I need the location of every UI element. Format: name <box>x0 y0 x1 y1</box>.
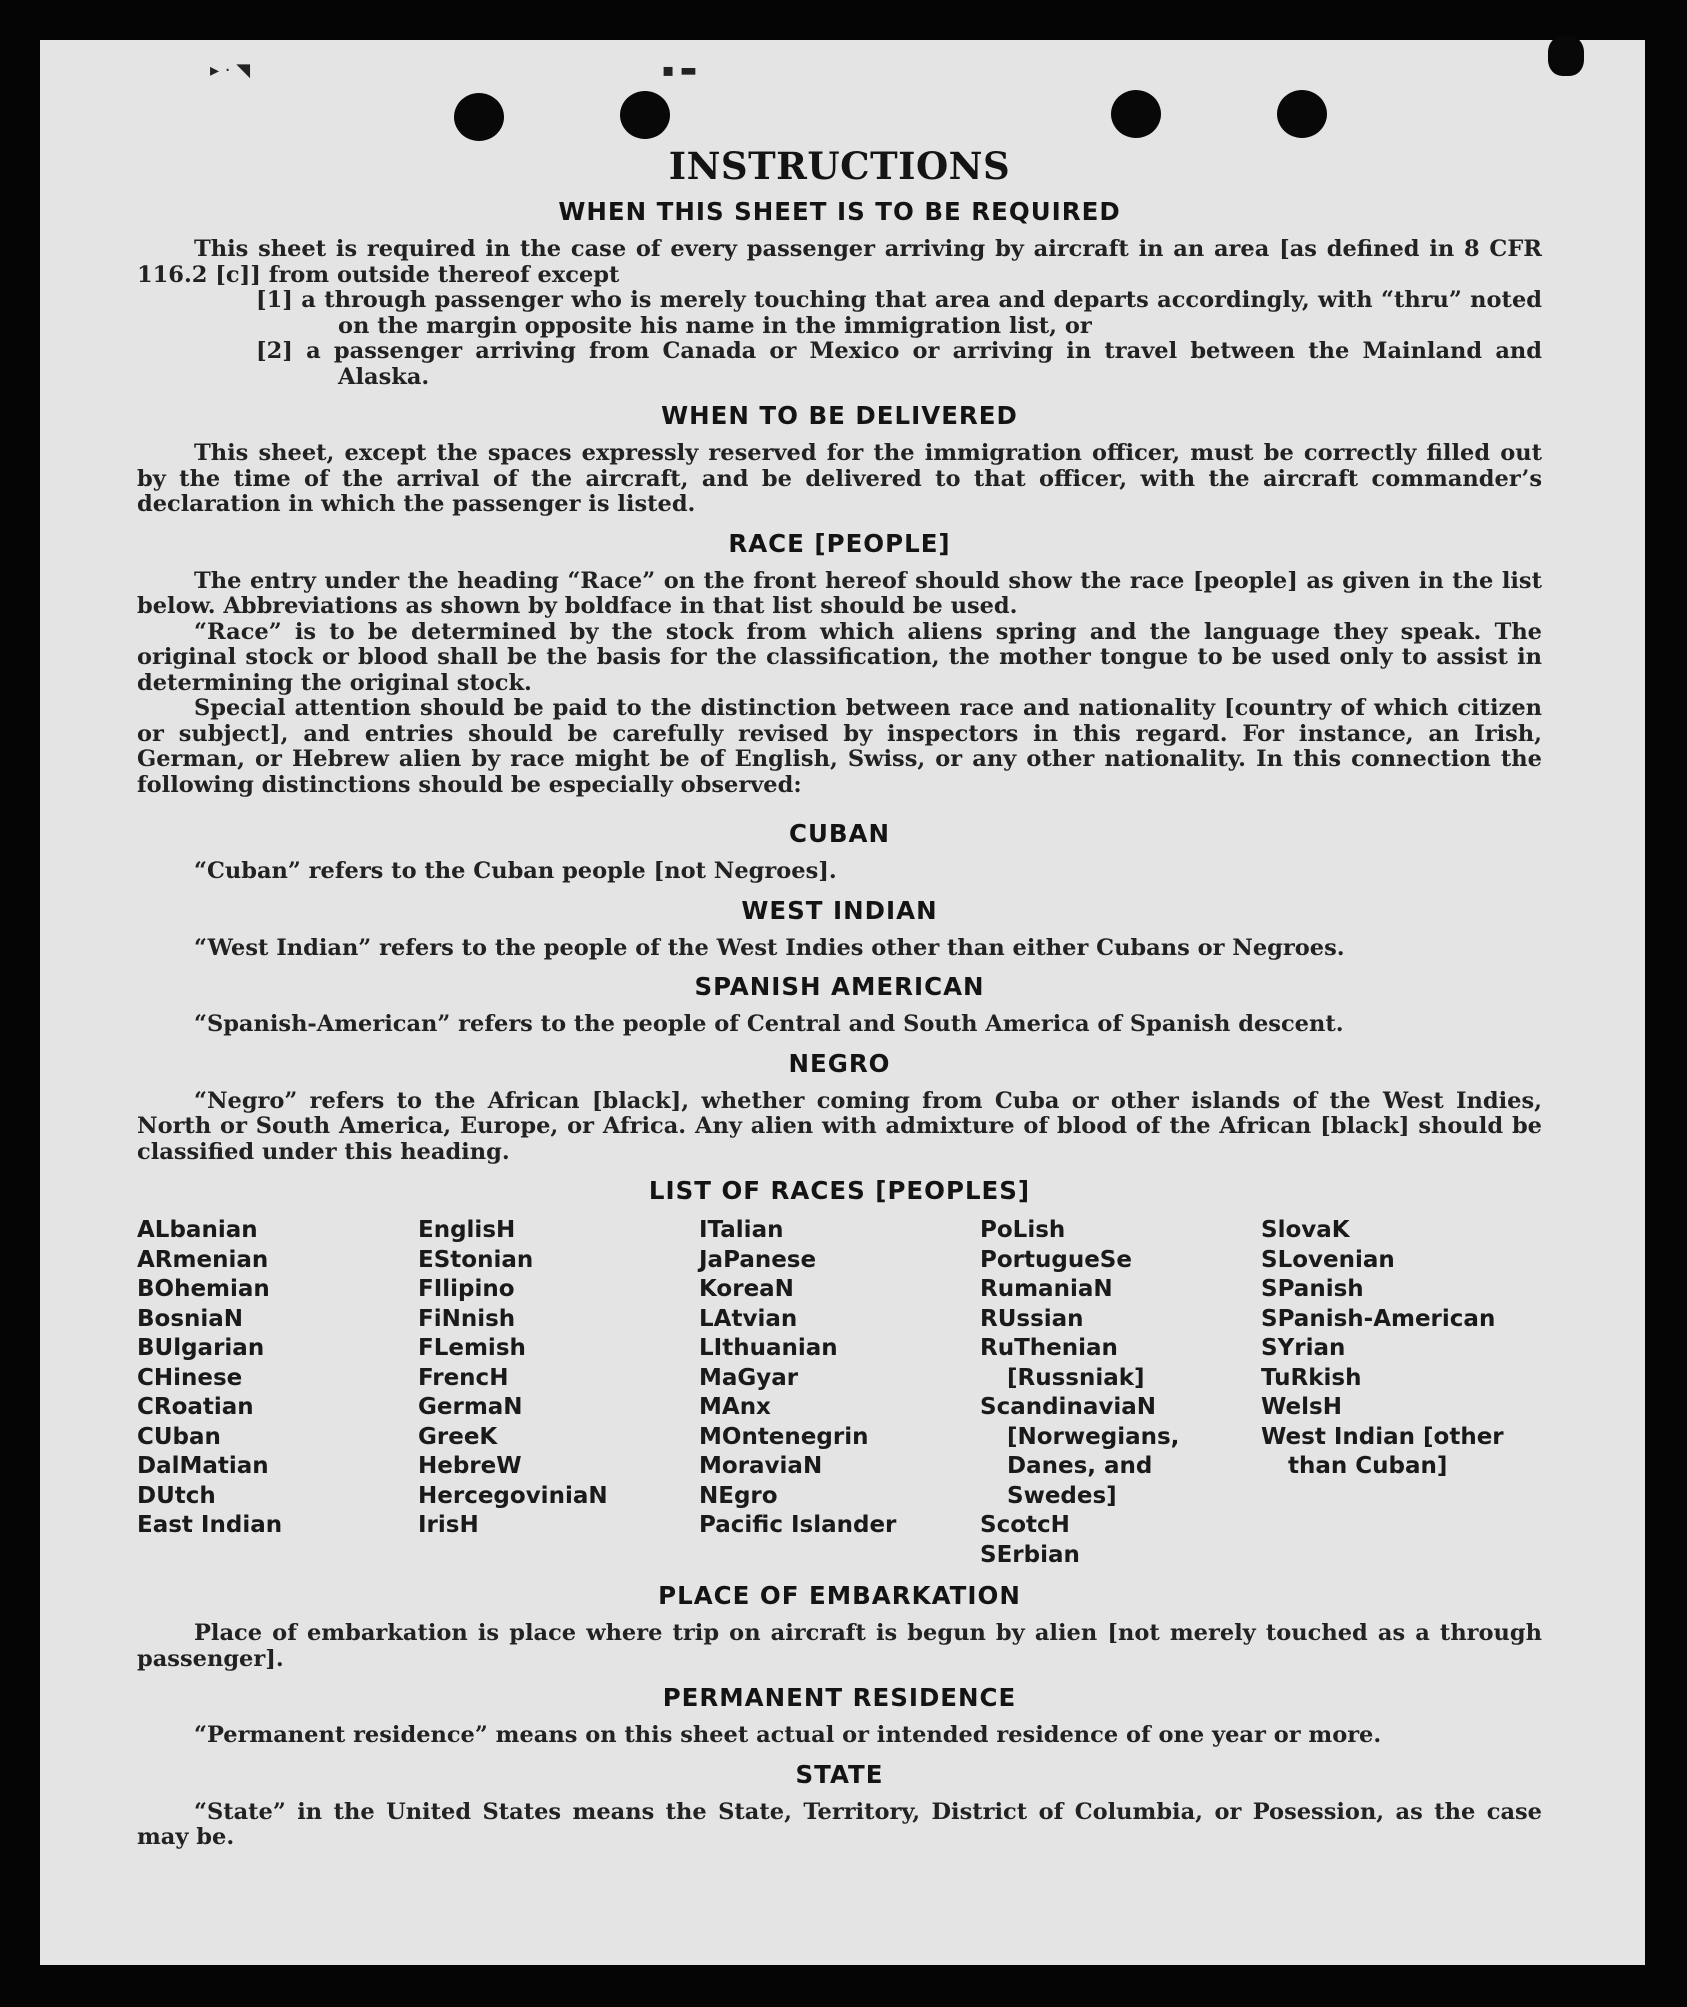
punch-hole <box>1277 90 1327 138</box>
race-entry: DalMatian <box>137 1453 269 1479</box>
race-paragraph-2: “Race” is to be determined by the stock from which aliens spring and the language they speak. The original stock or blood shall be the basis for the classification, the mother tongue to be used only to assist in determining the original stock. <box>137 618 1542 696</box>
race-entry: LAtvian <box>699 1305 798 1332</box>
race-entry: JaPanese <box>699 1246 817 1273</box>
punch-hole <box>620 91 670 139</box>
exception-item-2: [2] a passenger arriving from Canada or Mexico or arriving in travel between the Mainland and Alaska. <box>256 338 1542 390</box>
when-required-intro: This sheet is required in the case of every passenger arriving by aircraft in an area [as defined in 8 CFR 116.2 [c]] from outside thereof except <box>137 236 1542 288</box>
race-entry: IrisH <box>418 1512 479 1538</box>
negro-text: “Negro” refers to the African [black], whether coming from Cuba or other islands of the West Indies, North or South America, Europe, or Africa. Any alien with admixture of blood of the African [black] should be classified under this heading. <box>137 1087 1542 1165</box>
race-entry: BUlgarian <box>137 1335 265 1361</box>
punch-hole <box>1111 90 1161 138</box>
spanish-american-text: “Spanish-American” refers to the people of Central and South America of Spanish descent. <box>194 1011 1344 1037</box>
heading-west-indian: WEST INDIAN <box>741 895 938 925</box>
race-entry: West Indian [other than Cuban] <box>1261 1423 1504 1479</box>
race-entry: CUban <box>137 1423 221 1450</box>
race-entry: ITalian <box>699 1217 784 1243</box>
west-indian-text: “West Indian” refers to the people of the West Indies other than either Cubans or Negroes. <box>194 934 1345 961</box>
race-entry: SPanish-American <box>1261 1305 1496 1332</box>
race-entry: RuThenian [Russniak] <box>980 1335 1145 1391</box>
race-entry: DUtch <box>137 1482 216 1509</box>
embarkation-text: Place of embarkation is place where trip on aircraft is begun by alien [not merely touched as a through passenger]. <box>137 1620 1542 1672</box>
heading-spanish-american: SPANISH AMERICAN <box>694 972 985 1001</box>
race-entry: East Indian <box>137 1512 283 1538</box>
heading-list-of-races: LIST OF RACES [PEOPLES] <box>648 1176 1031 1205</box>
race-entry: FiNnish <box>418 1305 516 1332</box>
race-entry: GreeK <box>418 1423 498 1450</box>
race-entry: WelsH <box>1261 1394 1342 1420</box>
race-entry: MaGyar <box>699 1364 799 1391</box>
race-entry: RumaniaN <box>980 1276 1113 1302</box>
heading-race: RACE [PEOPLE] <box>728 528 951 558</box>
heading-negro: NEGRO <box>788 1048 891 1078</box>
race-entry: BosniaN <box>137 1305 244 1332</box>
heading-permanent-residence: PERMANENT RESIDENCE <box>662 1683 1017 1712</box>
race-paragraph-1: The entry under the heading “Race” on the front hereof should show the race [people] as given in the list below. Abbreviations as shown by boldface in that list should be used. <box>137 567 1542 619</box>
race-entry: KoreaN <box>699 1276 794 1302</box>
race-entry: NEgro <box>699 1482 778 1509</box>
punch-hole <box>454 93 504 141</box>
race-entry: GermaN <box>418 1394 523 1420</box>
cuban-text: “Cuban” refers to the Cuban people [not Negroes]. <box>194 858 837 884</box>
corner-mark <box>1548 36 1584 76</box>
race-entry: MOntenegrin <box>699 1423 869 1450</box>
race-entry: HebreW <box>418 1453 522 1479</box>
scan-specks: ▸ · ◥ ▪ ▬ <box>210 60 697 81</box>
race-entry: ScandinaviaN [Norwegians, Danes, and Swedes] <box>980 1394 1180 1509</box>
race-entry: BOhemian <box>137 1276 270 1302</box>
races-column <box>1261 1216 1542 1570</box>
race-entry: SErbian <box>980 1541 1080 1568</box>
race-entry: ARmenian <box>137 1246 269 1273</box>
state-text: “State” in the United States means the State, Territory, District of Columbia, or Posession, as the case may be. <box>137 1798 1542 1850</box>
race-entry: CRoatian <box>137 1394 254 1420</box>
races-column <box>980 1216 1261 1570</box>
race-entry: CHinese <box>137 1364 243 1391</box>
race-entry: MAnx <box>699 1394 771 1420</box>
race-entry: FLemish <box>418 1335 526 1361</box>
race-entry: RUssian <box>980 1305 1084 1332</box>
heading-cuban: CUBAN <box>788 819 890 848</box>
races-column <box>699 1216 980 1570</box>
race-entry: ALbanian <box>137 1217 258 1243</box>
race-entry: PoLish <box>980 1217 1066 1243</box>
race-entry: HercegoviniaN <box>418 1482 608 1509</box>
race-entry: Pacific Islander <box>699 1512 897 1538</box>
race-entry: PortugueSe <box>980 1246 1132 1273</box>
heading-when-required: WHEN THIS SHEET IS TO BE REQUIRED <box>558 197 1121 226</box>
race-entry: SlovaK <box>1261 1217 1350 1243</box>
residence-text: “Permanent residence” means on this sheet actual or intended residence of one year or more. <box>194 1722 1382 1748</box>
race-entry: FIlipino <box>418 1276 515 1302</box>
race-entry: MoraviaN <box>699 1453 823 1479</box>
race-entry: ScotcH <box>980 1512 1070 1538</box>
document-page <box>40 40 1645 1965</box>
heading-state: STATE <box>795 1759 884 1789</box>
race-paragraph-3: Special attention should be paid to the distinction between race and nationality [country of which citizen or subject], and entries should be carefully revised by inspectors in this regard. For instance, an Irish, German, or Hebrew alien by race might be of English, Swiss, or any other nationality. In this connection the following distinctions should be especially observed: <box>137 695 1542 798</box>
race-entry: SLovenian <box>1261 1246 1395 1273</box>
page-title: INSTRUCTIONS <box>668 144 1011 188</box>
exception-item-1: [1] a through passenger who is merely touching that area and departs accordingly, with “thru” noted on the margin opposite his name in the immigration list, or <box>256 287 1542 339</box>
race-entry: EStonian <box>418 1246 534 1273</box>
race-entry: LIthuanian <box>699 1335 838 1361</box>
race-entry: FrencH <box>418 1364 509 1391</box>
races-column <box>137 1216 418 1570</box>
races-table <box>137 1216 1542 1570</box>
race-entry: EnglisH <box>418 1217 516 1243</box>
instructions-content <box>137 146 1542 1851</box>
heading-when-delivered: WHEN TO BE DELIVERED <box>661 401 1018 430</box>
races-column <box>418 1216 699 1570</box>
heading-place-of-embarkation: PLACE OF EMBARKATION <box>658 1581 1021 1610</box>
race-entry: SYrian <box>1261 1335 1346 1361</box>
race-entry: SPanish <box>1261 1276 1364 1302</box>
race-entry: TuRkish <box>1261 1364 1362 1391</box>
when-delivered-text: This sheet, except the spaces expressly reserved for the immigration officer, must be correctly filled out by the time of the arrival of the aircraft, and be delivered to that officer, with the aircraft commander’s declaration in which the passenger is listed. <box>137 440 1542 517</box>
